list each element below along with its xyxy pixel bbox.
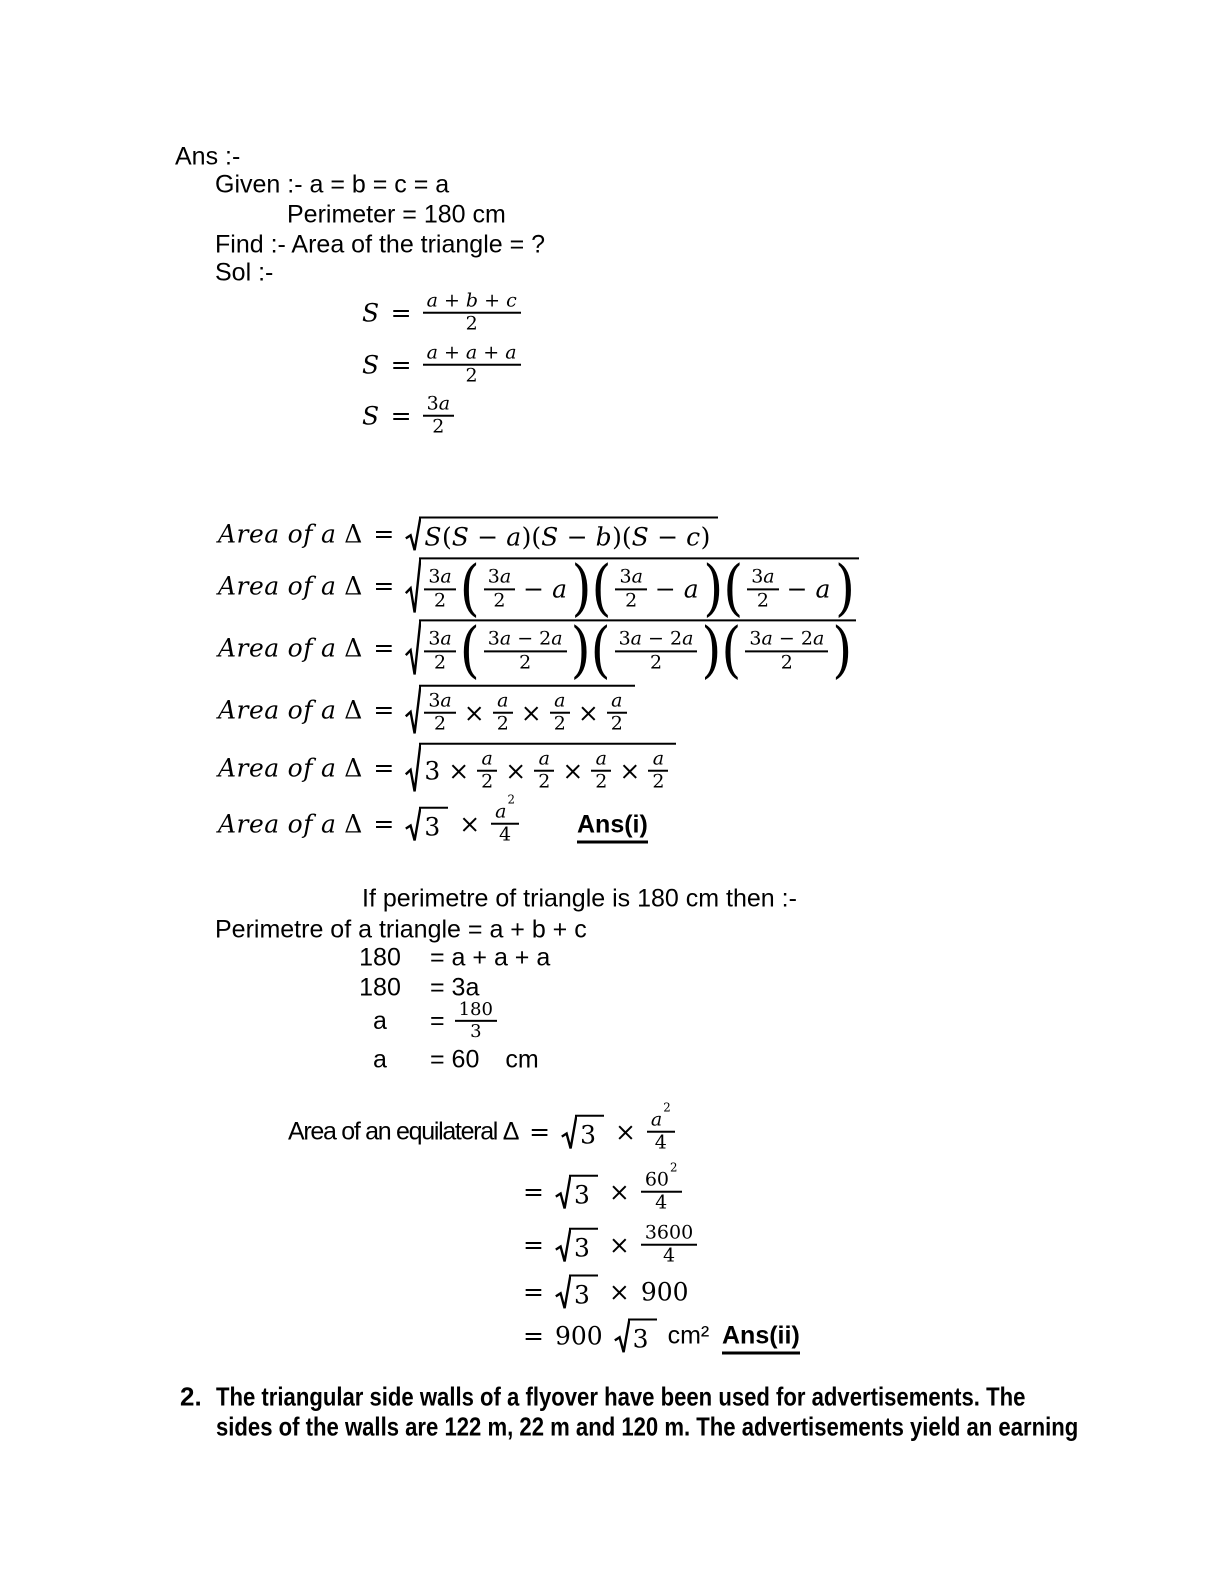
fraction-denominator: 2: [625, 589, 638, 611]
fraction-numerator: a: [554, 689, 566, 712]
fraction-denominator: 4: [655, 1192, 668, 1214]
row-unit: cm: [505, 1045, 539, 1074]
perimetre-row-1: [352, 944, 550, 973]
math-text: ×: [619, 756, 641, 786]
math-text: ×: [448, 756, 470, 786]
equation-area-2: [218, 552, 859, 624]
radicand: [419, 517, 718, 552]
radicand: [419, 743, 676, 794]
radical-tick: [405, 685, 421, 736]
math-text: 900: [554, 1321, 603, 1351]
math-text: 3: [573, 1233, 590, 1263]
fraction: [477, 749, 497, 794]
row-rhs: = 60: [430, 1045, 480, 1074]
ans-ii-label: Ans(ii): [722, 1322, 800, 1355]
fraction-numerator: $a^2$: [650, 1100, 671, 1131]
fraction: [641, 1223, 697, 1268]
equation-s-2: [362, 343, 521, 388]
fraction: [423, 291, 521, 336]
fraction: [745, 629, 828, 674]
equation-area-5: [218, 743, 676, 794]
square-root: [555, 1175, 598, 1210]
equation-equilateral-5: [523, 1319, 709, 1354]
math-text: − a: [523, 574, 568, 604]
math-text: =: [390, 350, 412, 380]
math-text: 3: [424, 812, 441, 842]
radicand: [628, 1319, 657, 1354]
math-text: =: [373, 753, 395, 783]
fraction-numerator: a: [652, 747, 665, 770]
stretchy-paren: ): [570, 614, 591, 686]
radical-tick: [555, 1275, 571, 1310]
fraction: [491, 792, 519, 847]
stretchy-paren: ): [832, 614, 853, 686]
radicand: [419, 614, 856, 686]
math-text: 900: [640, 1277, 689, 1307]
fraction: [648, 749, 668, 794]
equation-area-4: [218, 685, 635, 736]
perimeter-line: Perimeter = 180 cm: [287, 200, 506, 229]
math-text: cm²: [667, 1321, 710, 1350]
math-text: ×: [562, 756, 584, 786]
math-text: 3: [573, 1280, 590, 1310]
fraction-denominator: 2: [538, 771, 551, 793]
math-text: Area of a Δ: [218, 695, 363, 725]
math-text: Area of a Δ: [218, 519, 363, 549]
math-text: ×: [577, 698, 599, 728]
fraction-denominator: 2: [465, 313, 478, 335]
fraction: [747, 567, 778, 612]
radical-tick: [614, 1319, 630, 1354]
fraction-numerator: 3a: [619, 565, 643, 588]
fraction-numerator: a: [538, 747, 550, 770]
fraction-denominator: 2: [652, 771, 665, 793]
square-root: [405, 743, 676, 794]
fraction-numerator: 3a − 2a: [749, 627, 825, 650]
fraction: [455, 1000, 497, 1042]
math-text: ×: [608, 1277, 630, 1307]
radicand: [575, 1115, 604, 1150]
fraction-denominator: 2: [756, 589, 769, 611]
given-line: Given :- a = b = c = a: [215, 170, 450, 199]
question2-line-2: sides of the walls are 122 m, 22 m and 120 m. The advertisements yield an earning: [216, 1411, 1079, 1442]
equation-area-1: [218, 517, 718, 552]
math-text: =: [373, 695, 395, 725]
stretchy-paren: (: [590, 614, 611, 686]
math-text: =: [523, 1230, 544, 1260]
stretchy-paren: (: [459, 552, 480, 624]
row-lhs: a: [373, 1045, 387, 1074]
math-text: S: [362, 401, 380, 431]
math-text: − a: [786, 574, 831, 604]
fraction-numerator: 3a: [426, 392, 451, 415]
math-text: ×: [520, 698, 542, 728]
radical-tick: [405, 557, 421, 614]
fraction-numerator: a: [595, 747, 607, 770]
math-text: Area of a Δ: [218, 633, 363, 663]
equation-equilateral-1: [288, 1100, 675, 1155]
stretchy-paren: ): [834, 552, 855, 624]
fraction: [484, 629, 567, 674]
math-text: ×: [459, 809, 481, 839]
fraction: [423, 394, 454, 439]
fraction-denominator: 2: [433, 713, 447, 735]
fraction-numerator: $60^2$: [644, 1160, 678, 1191]
fraction-denominator: 2: [432, 416, 445, 438]
fraction-numerator: a + a + a: [426, 341, 517, 364]
radicand: [419, 807, 448, 842]
stretchy-paren: (: [591, 552, 612, 624]
math-text: Area of an equilateral Δ: [288, 1117, 519, 1146]
fraction-denominator: 3: [470, 1021, 482, 1042]
fraction: [484, 567, 515, 612]
radical-tick: [405, 743, 421, 794]
math-text: 3: [580, 1120, 596, 1150]
stretchy-paren: ): [701, 614, 722, 686]
fraction-numerator: 3a − 2a: [618, 627, 694, 650]
math-text: 3: [632, 1324, 649, 1354]
fraction: [424, 629, 455, 674]
math-text: Area of a Δ: [218, 809, 363, 839]
fraction: [615, 629, 698, 674]
math-text: ×: [608, 1230, 630, 1260]
stretchy-paren: ): [703, 552, 724, 624]
fraction-denominator: 2: [610, 713, 623, 735]
math-text: S: [362, 298, 380, 328]
question2-number: 2.: [180, 1381, 202, 1412]
math-text: 3: [424, 756, 441, 786]
square-root: [405, 807, 448, 842]
fraction-denominator: 2: [649, 651, 663, 673]
math-text: ×: [463, 698, 485, 728]
math-text: =: [523, 1177, 544, 1207]
row-rhs-fraction: [430, 1000, 497, 1042]
radical-tick: [555, 1175, 571, 1210]
square-root: [614, 1319, 657, 1354]
perimetre-row-3: [352, 1000, 497, 1042]
fraction-numerator: a: [497, 689, 509, 712]
math-text: =: [373, 519, 395, 549]
radical-tick: [405, 619, 421, 676]
perimetre-row-4: [352, 1046, 539, 1075]
fraction-numerator: 3600: [644, 1221, 694, 1244]
radical-tick: [561, 1115, 577, 1150]
fraction-denominator: 2: [493, 589, 506, 611]
stretchy-paren: (: [723, 552, 744, 624]
ans-label: Ans :-: [175, 142, 241, 171]
radicand: [419, 552, 859, 624]
stretchy-paren: (: [721, 614, 742, 686]
perimetre-formula-line: Perimetre of a triangle = a + b + c: [215, 915, 587, 944]
square-root: [405, 614, 856, 686]
row-lhs: 180: [359, 973, 401, 1002]
fraction: [591, 749, 611, 794]
math-text: =: [523, 1277, 544, 1307]
fraction-denominator: 2: [433, 651, 447, 673]
fraction: [423, 343, 521, 388]
math-text: ×: [608, 1177, 630, 1207]
square-root: [555, 1275, 598, 1310]
radicand: [569, 1175, 598, 1210]
fraction: [647, 1100, 675, 1155]
fraction-numerator: 3a: [428, 565, 452, 588]
fraction: [424, 691, 455, 736]
fraction-denominator: 2: [433, 589, 447, 611]
math-text: − a: [654, 574, 700, 604]
fraction-denominator: 4: [654, 1132, 667, 1154]
find-line: Find :- Area of the triangle = ?: [215, 230, 546, 259]
fraction-denominator: 2: [780, 651, 793, 673]
ans-i-label: Ans(i): [577, 811, 648, 844]
math-text: =: [390, 298, 412, 328]
math-text: ×: [505, 756, 527, 786]
radical-tick: [555, 1228, 571, 1263]
math-text: S: [362, 350, 380, 380]
math-text: =: [390, 401, 412, 431]
square-root: [405, 552, 859, 624]
fraction-numerator: 3a: [428, 689, 452, 712]
equation-s-1: [362, 291, 521, 336]
math-text: 3: [573, 1180, 590, 1210]
row-lhs: 180: [359, 943, 401, 972]
square-root: [555, 1228, 598, 1263]
math-text: Area of a Δ: [218, 753, 363, 783]
math-text: =: [430, 1006, 445, 1035]
fraction-denominator: 2: [465, 365, 478, 387]
question2-line-1: The triangular side walls of a flyover have been used for advertisements. The: [216, 1381, 1026, 1412]
perimetre-heading: If perimetre of triangle is 180 cm then :-: [362, 884, 797, 913]
math-text: =: [373, 571, 395, 601]
radical-tick: [405, 517, 421, 552]
equation-area-3: [218, 614, 856, 686]
square-root: [405, 517, 718, 552]
radicand: [419, 685, 635, 736]
fraction: [534, 749, 554, 794]
fraction-denominator: 4: [499, 824, 512, 846]
fraction: [550, 691, 570, 736]
fraction-numerator: a + b + c: [426, 289, 517, 312]
math-text: =: [529, 1117, 551, 1147]
math-text: ×: [614, 1117, 636, 1147]
radicand: [569, 1275, 598, 1310]
radical-tick: [405, 807, 421, 842]
fraction-numerator: a: [611, 689, 623, 712]
math-text: =: [373, 809, 395, 839]
radicand: [569, 1228, 598, 1263]
sol-label: Sol :-: [215, 258, 274, 287]
square-root: [561, 1115, 604, 1150]
fraction-numerator: 3a: [751, 565, 775, 588]
row-rhs: = a + a + a: [430, 943, 551, 972]
math-text: S(S − a)(S − b)(S − c): [424, 522, 711, 552]
math-text: =: [373, 633, 395, 663]
fraction: [615, 567, 646, 612]
math-text: Area of a Δ: [218, 571, 363, 601]
fraction-numerator: 3a − 2a: [487, 627, 563, 650]
equation-s-3: [362, 394, 454, 439]
fraction: [493, 691, 513, 736]
fraction-denominator: 2: [595, 771, 608, 793]
fraction-denominator: 4: [662, 1245, 676, 1267]
stretchy-paren: (: [459, 614, 480, 686]
fraction-numerator: a: [481, 747, 493, 770]
row-rhs: = 3a: [430, 973, 480, 1002]
equation-equilateral-4: [523, 1275, 689, 1310]
row-lhs: a: [373, 1006, 387, 1035]
fraction: [424, 567, 455, 612]
square-root: [405, 685, 635, 736]
fraction-numerator: 3a: [487, 565, 512, 588]
equation-equilateral-2: [523, 1160, 682, 1215]
fraction-denominator: 2: [519, 651, 532, 673]
fraction-denominator: 2: [481, 771, 494, 793]
fraction-numerator: 3a: [428, 627, 452, 650]
fraction-denominator: 2: [553, 713, 566, 735]
fraction-denominator: 2: [496, 713, 509, 735]
stretchy-paren: ): [571, 552, 592, 624]
equation-equilateral-3: [523, 1223, 697, 1268]
math-text: =: [523, 1321, 544, 1351]
equation-area-6: [218, 792, 519, 847]
fraction: [641, 1160, 682, 1215]
fraction-numerator: $a^2$: [495, 792, 515, 823]
fraction: [607, 691, 627, 736]
fraction-numerator: 180: [458, 998, 493, 1020]
